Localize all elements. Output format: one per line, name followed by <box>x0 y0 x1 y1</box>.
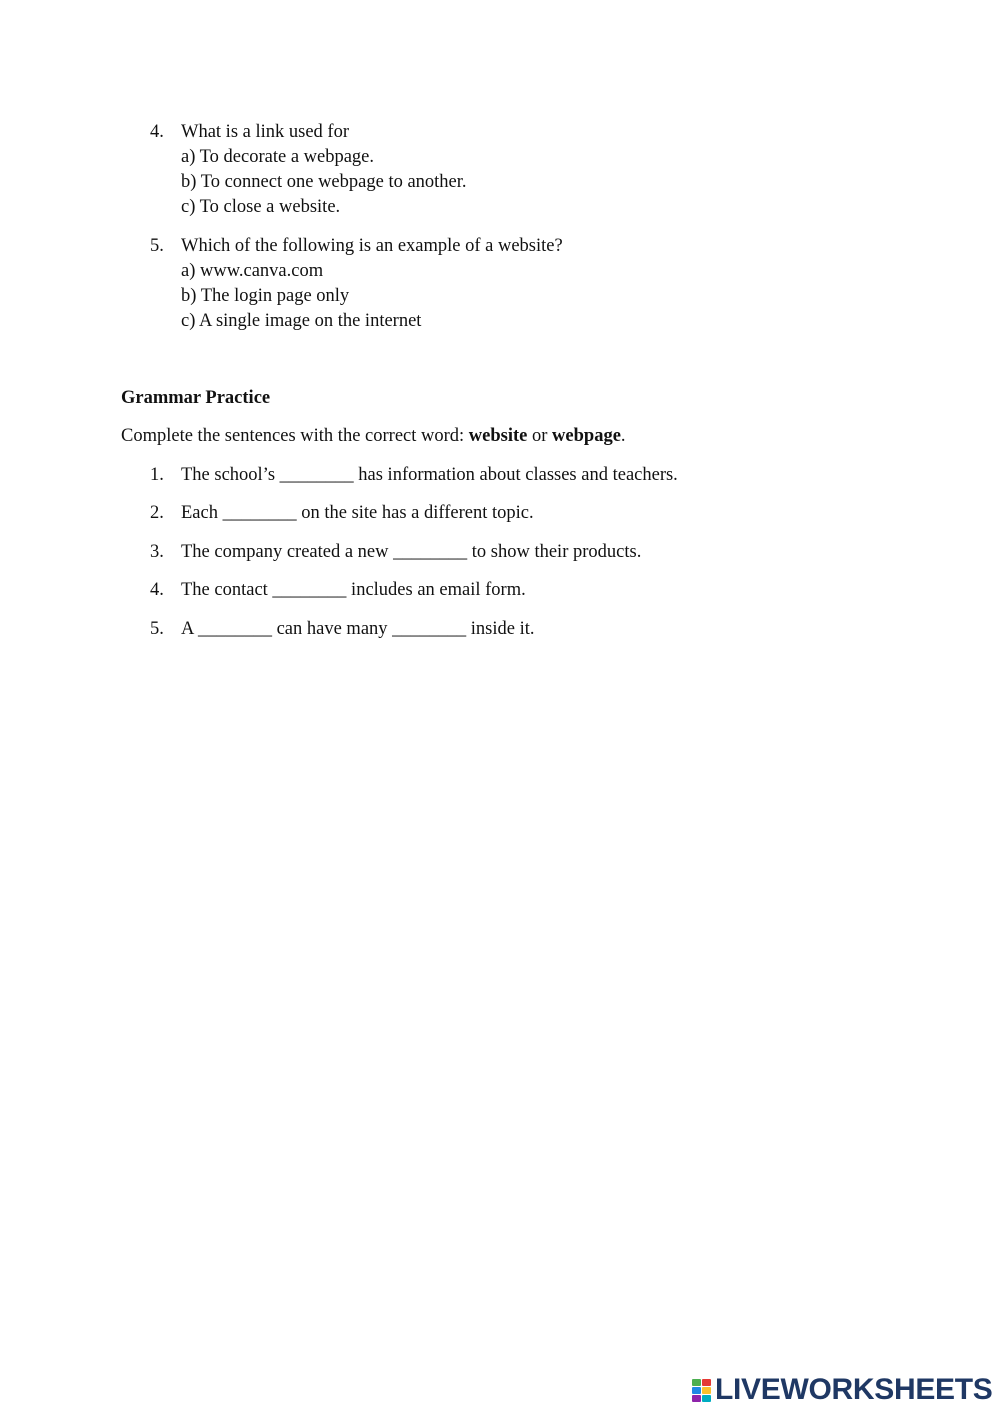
item-number: 5. <box>150 619 164 639</box>
item-text: The school’s ________ has information about classes and teachers. <box>181 465 678 485</box>
instruction-or: or <box>527 426 553 446</box>
question-text: Which of the following is an example of a website? <box>181 236 563 256</box>
instruction-prefix: Complete the sentences with the correct word: <box>121 426 469 446</box>
item-number: 4. <box>150 580 164 600</box>
word-webpage: webpage <box>552 426 621 446</box>
question-text: What is a link used for <box>181 122 349 142</box>
item-text: Each ________ on the site has a different topic. <box>181 503 534 523</box>
logo-mark-icon <box>692 1378 712 1402</box>
logo-square <box>692 1387 701 1394</box>
section-heading: Grammar Practice <box>121 388 271 408</box>
logo-square <box>692 1395 701 1402</box>
logo-square <box>692 1379 701 1386</box>
instruction <box>121 424 626 449</box>
item-number: 2. <box>150 503 164 523</box>
item-number: 1. <box>150 465 164 485</box>
item-number: 3. <box>150 542 164 562</box>
question-number: 4. <box>150 122 164 142</box>
question-4 <box>150 120 467 220</box>
logo-text: LIVEWORKSHEETS <box>715 1373 993 1406</box>
liveworksheets-logo <box>692 1373 993 1407</box>
option-c: c) A single image on the internet <box>181 311 422 331</box>
option-a: a) www.canva.com <box>181 261 324 281</box>
question-5-stem <box>150 234 563 259</box>
question-5 <box>150 234 563 334</box>
option-a: a) To decorate a webpage. <box>181 147 375 167</box>
word-website: website <box>468 426 528 446</box>
option-c: c) To close a website. <box>181 197 341 217</box>
question-number: 5. <box>150 236 164 256</box>
item-text: A ________ can have many ________ inside it. <box>181 619 535 639</box>
question-4-stem <box>150 120 467 145</box>
logo-square <box>702 1379 711 1386</box>
logo-square <box>702 1387 711 1394</box>
instruction-end: . <box>620 426 626 446</box>
item-text: The contact ________ includes an email form. <box>181 580 526 600</box>
option-b: b) The login page only <box>181 286 350 306</box>
logo-square <box>702 1395 711 1402</box>
option-b: b) To connect one webpage to another. <box>181 172 467 192</box>
item-text: The company created a new ________ to show their products. <box>181 542 642 562</box>
